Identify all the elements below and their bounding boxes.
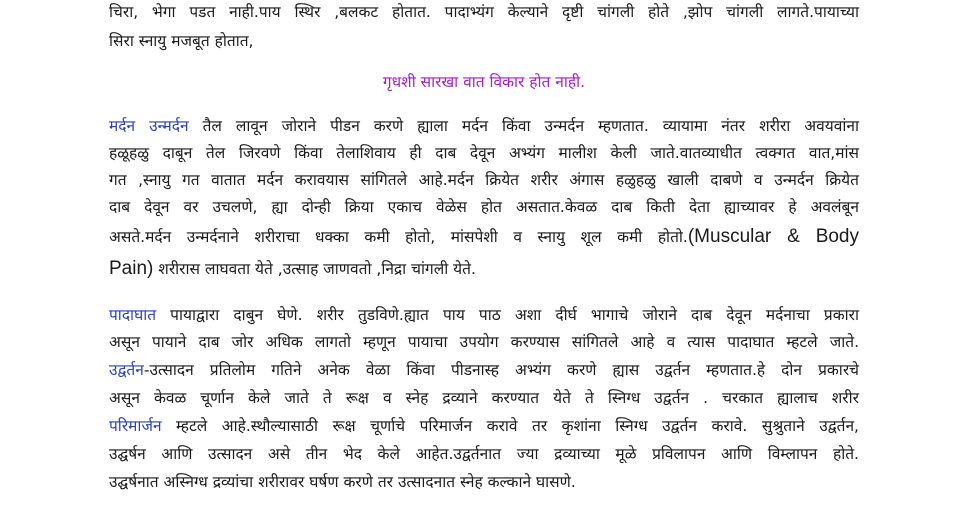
padaghat-line-2: असून पायाने दाब जोर अधिक लागतो म्हणून पायाचा उपयोग करण्यास सांगितले आहे व त्यास पादाघात म्हटले जाते. — [109, 333, 859, 351]
mardan-line-2: हळूहळु दाबून तेल जिरवणे किंवा तेलाशिवाय ही दाब देवून अभ्यंग मालीश केली जाते.वातव्याधीत त्वक्गत वात,मांस — [109, 144, 859, 162]
udvartan-line-5: उद्घर्षनात अस्निग्ध द्रव्यांचा शरीरावर घर्षण करणे तर उत्सादनात स्नेह कल्काने घासणे. — [109, 473, 576, 491]
padaghat-line-1 — [109, 304, 859, 326]
center-note: गृधशी सारखा वात विकार होत नाही. — [382, 73, 586, 91]
udvartan-text-1: -उत्सादन प्रतिलोम गतिने अनेक वेळा किंवा पीडनास्ह अभ्यंग करणे ह्यास उद्वर्तन म्हणतात.हे दोन प्रकारचे — [143, 361, 859, 379]
mardan-line-3: गत ,स्नायु गत वातात मर्दन करावयास सांगितले आहे.मर्दन क्रियेत शरीर अंगास हळुहळु खाली दाबणे व उन्मर्दन क्रियेत — [109, 171, 859, 189]
udvartan-line-2: असून केवळ चूर्णान केले जाते ते रूक्ष व स्नेह द्रव्याने करण्यात येते ते स्निग्ध उद्वर्तन . चरकात ह्यालाच शरीर — [109, 389, 859, 407]
term-udvartan: उद्वर्तन — [109, 361, 144, 379]
udvartan-line-3 — [109, 415, 859, 437]
udvartan-text-3: म्हटले आहे.स्थौल्यासाठी रूक्ष चूर्णाचे परिमार्जन करावे तर कृशांना स्निग्ध उद्वर्तन करावे. सुश्रुताने उद्वर्तन, — [161, 417, 859, 435]
pain-text: Pain) — [109, 258, 154, 279]
mardan-text-6: शरीरास लाघवता येते ,उत्साह जाणवतो ,निद्रा चांगली येते. — [153, 260, 476, 278]
padaghat-text-1: पायाद्वारा दाबुन घेणे. शरीर तुडविणे.ह्यात पाय पाठ अशा दीर्घ भागाचे जोराने दाब देवून मर्दनाचा प्रकारा — [156, 306, 859, 324]
mardan-text-5: असते.मर्दन उन्मर्दनाने शरीराचा धक्का कमी होतो, मांसपेशी व स्नायु शूल कमी होतो. — [109, 228, 688, 246]
udvartan-line-4: उद्घर्षन आणि उत्सादन असे तीन भेद केले आहेत.उद्वर्तनात ज्या द्रव्याच्या मूळे प्रविलापन आणि विम्लापन होते. — [109, 445, 859, 463]
term-mardan: मर्दन उन्मर्दन — [109, 117, 189, 135]
mardan-line-4: दाब देवून वर उचलणे, ह्या दोन्ही क्रिया एकाच वेळेस होत असतात.केवळ दाब किती देता ह्याच्यावर हे अवलंबून — [109, 198, 859, 216]
intro-line-2: सिरा स्नायु मजबूत होतात, — [109, 32, 254, 50]
mardan-text-1: तैल लावून जोराने पीडन करणे ह्याला मर्दन किंवा उन्मर्दन म्हणतात. व्यायामा नंतर शरीरा अवयवांना — [188, 117, 859, 135]
mardan-line-6 — [109, 258, 476, 280]
muscular-body-text: (Muscular & Body — [687, 226, 859, 247]
term-parimarjan: परिमार्जन — [109, 417, 162, 435]
mardan-line-5 — [109, 226, 859, 248]
intro-line-1: चिरा, भेगा पडत नाही.पाय स्थिर ,बलकट होतात. पादाभ्यंग केल्याने दृष्टी चांगली होते ,झोप चांगली लागते.पायाच्या — [109, 3, 859, 21]
mardan-line-1 — [109, 115, 859, 137]
term-padaghat: पादाघात — [109, 306, 157, 324]
udvartan-line-1 — [109, 359, 859, 381]
